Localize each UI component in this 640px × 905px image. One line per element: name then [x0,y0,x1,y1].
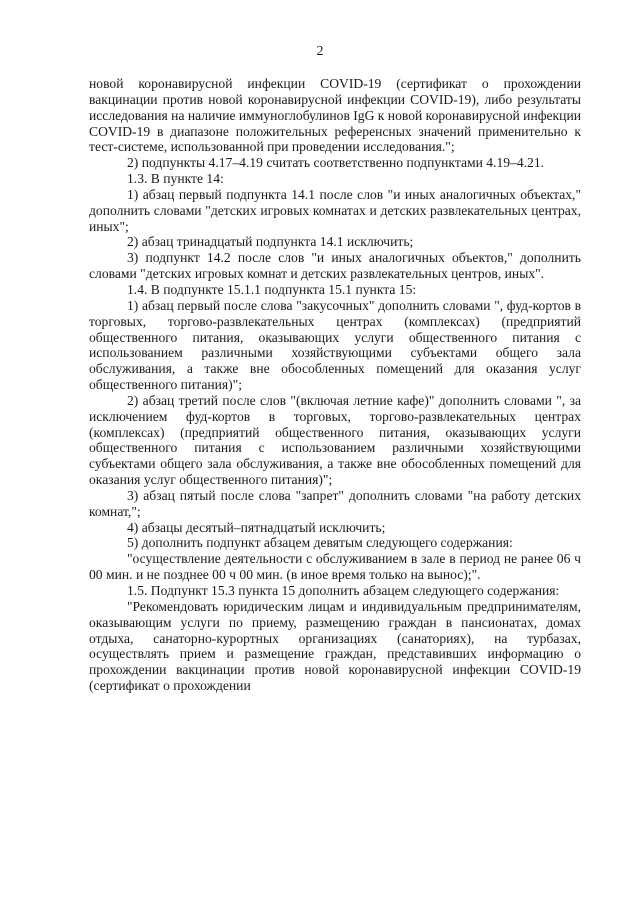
paragraph-quoted-abzac: "осуществление деятельности с обслуживанием в зале в период не ранее 06 ч 00 мин. и не позднее 00 ч 00 мин. (в иное время только на вынос);". [89,551,581,583]
paragraph-continuation: новой коронавирусной инфекции COVID-19 (сертификат о прохождении вакцинации против новой коронавирусной инфекции COVID-19), либо результаты исследования на наличие иммуноглобулинов IgG к новой коронавирусной инфекции COVID-19 в диапазоне положительных референсных значений применительно к тест-системе, использованной при проведении исследования."; [89,76,581,155]
paragraph-1-4-item-3: 3) абзац пятый после слова "запрет" дополнить словами "на работу детских комнат,"; [89,487,581,519]
page-number: 2 [316,44,324,59]
paragraph-1-4-item-5: 5) дополнить подпункт абзацем девятым следующего содержания: [127,535,513,551]
paragraph-1-4-item-4: 4) абзацы десятый–пятнадцатый исключить; [127,519,386,535]
paragraph-1-3-item-2: 2) абзац тринадцатый подпункта 14.1 исключить; [127,234,414,250]
paragraph-1-4-item-2: 2) абзац третий после слов "(включая летние кафе)" дополнить словами ", за исключением фуд-кортов в торговых, торгово-развлекательных центрах (комплексах) (предприятий общественного питания, оказывающих услуги общественного питания с использованием различными хозяйствующими субъектами общего зала обслуживания, а также вне обособленных помещений для оказания услуг общественного питания)"; [89,392,581,488]
paragraph-1-3-item-3: 3) подпункт 14.2 после слов "и иных аналогичных объектов," дополнить словами "детских игровых комнат и детских развлекательных центров, иных". [89,250,581,282]
paragraph-section-1-5: 1.5. Подпункт 15.3 пункта 15 дополнить абзацем следующего содержания: [127,583,560,598]
document-body [89,76,581,694]
paragraph-subitem-2-renumber: 2) подпункты 4.17–4.19 считать соответственно подпунктами 4.19–4.21. [127,155,545,171]
paragraph-1-4-item-1: 1) абзац первый после слова "закусочных" дополнить словами ", фуд-кортов в торговых, торгово-развлекательных центрах (комплексах) (предприятий общественного питания, оказывающих услуги общественного питания с использованием различными хозяйствующими субъектами общего зала обслуживания, а также вне обособленных помещений для оказания услуг общественного питания)"; [89,297,581,393]
paragraph-recommendation: "Рекомендовать юридическим лицам и индивидуальным предпринимателям, оказывающим услуги по приему, размещению граждан в пансионатах, домах отдыха, санаторно-курортных организациях (санаториях), на турбазах, осуществлять прием и размещение граждан, представивших информацию о прохождении вакцинации против новой коронавирусной инфекции COVID-19 (сертификат о прохождении [89,598,581,694]
paragraph-section-1-3: 1.3. В пункте 14: [127,171,224,187]
paragraph-section-1-4: 1.4. В подпункте 15.1.1 подпункта 15.1 пункта 15: [127,281,417,297]
paragraph-1-3-item-1: 1) абзац первый подпункта 14.1 после слов "и иных аналогичных объектах," дополнить словами "детских игровых комнатах и детских развлекательных центрах, иных"; [89,186,581,234]
